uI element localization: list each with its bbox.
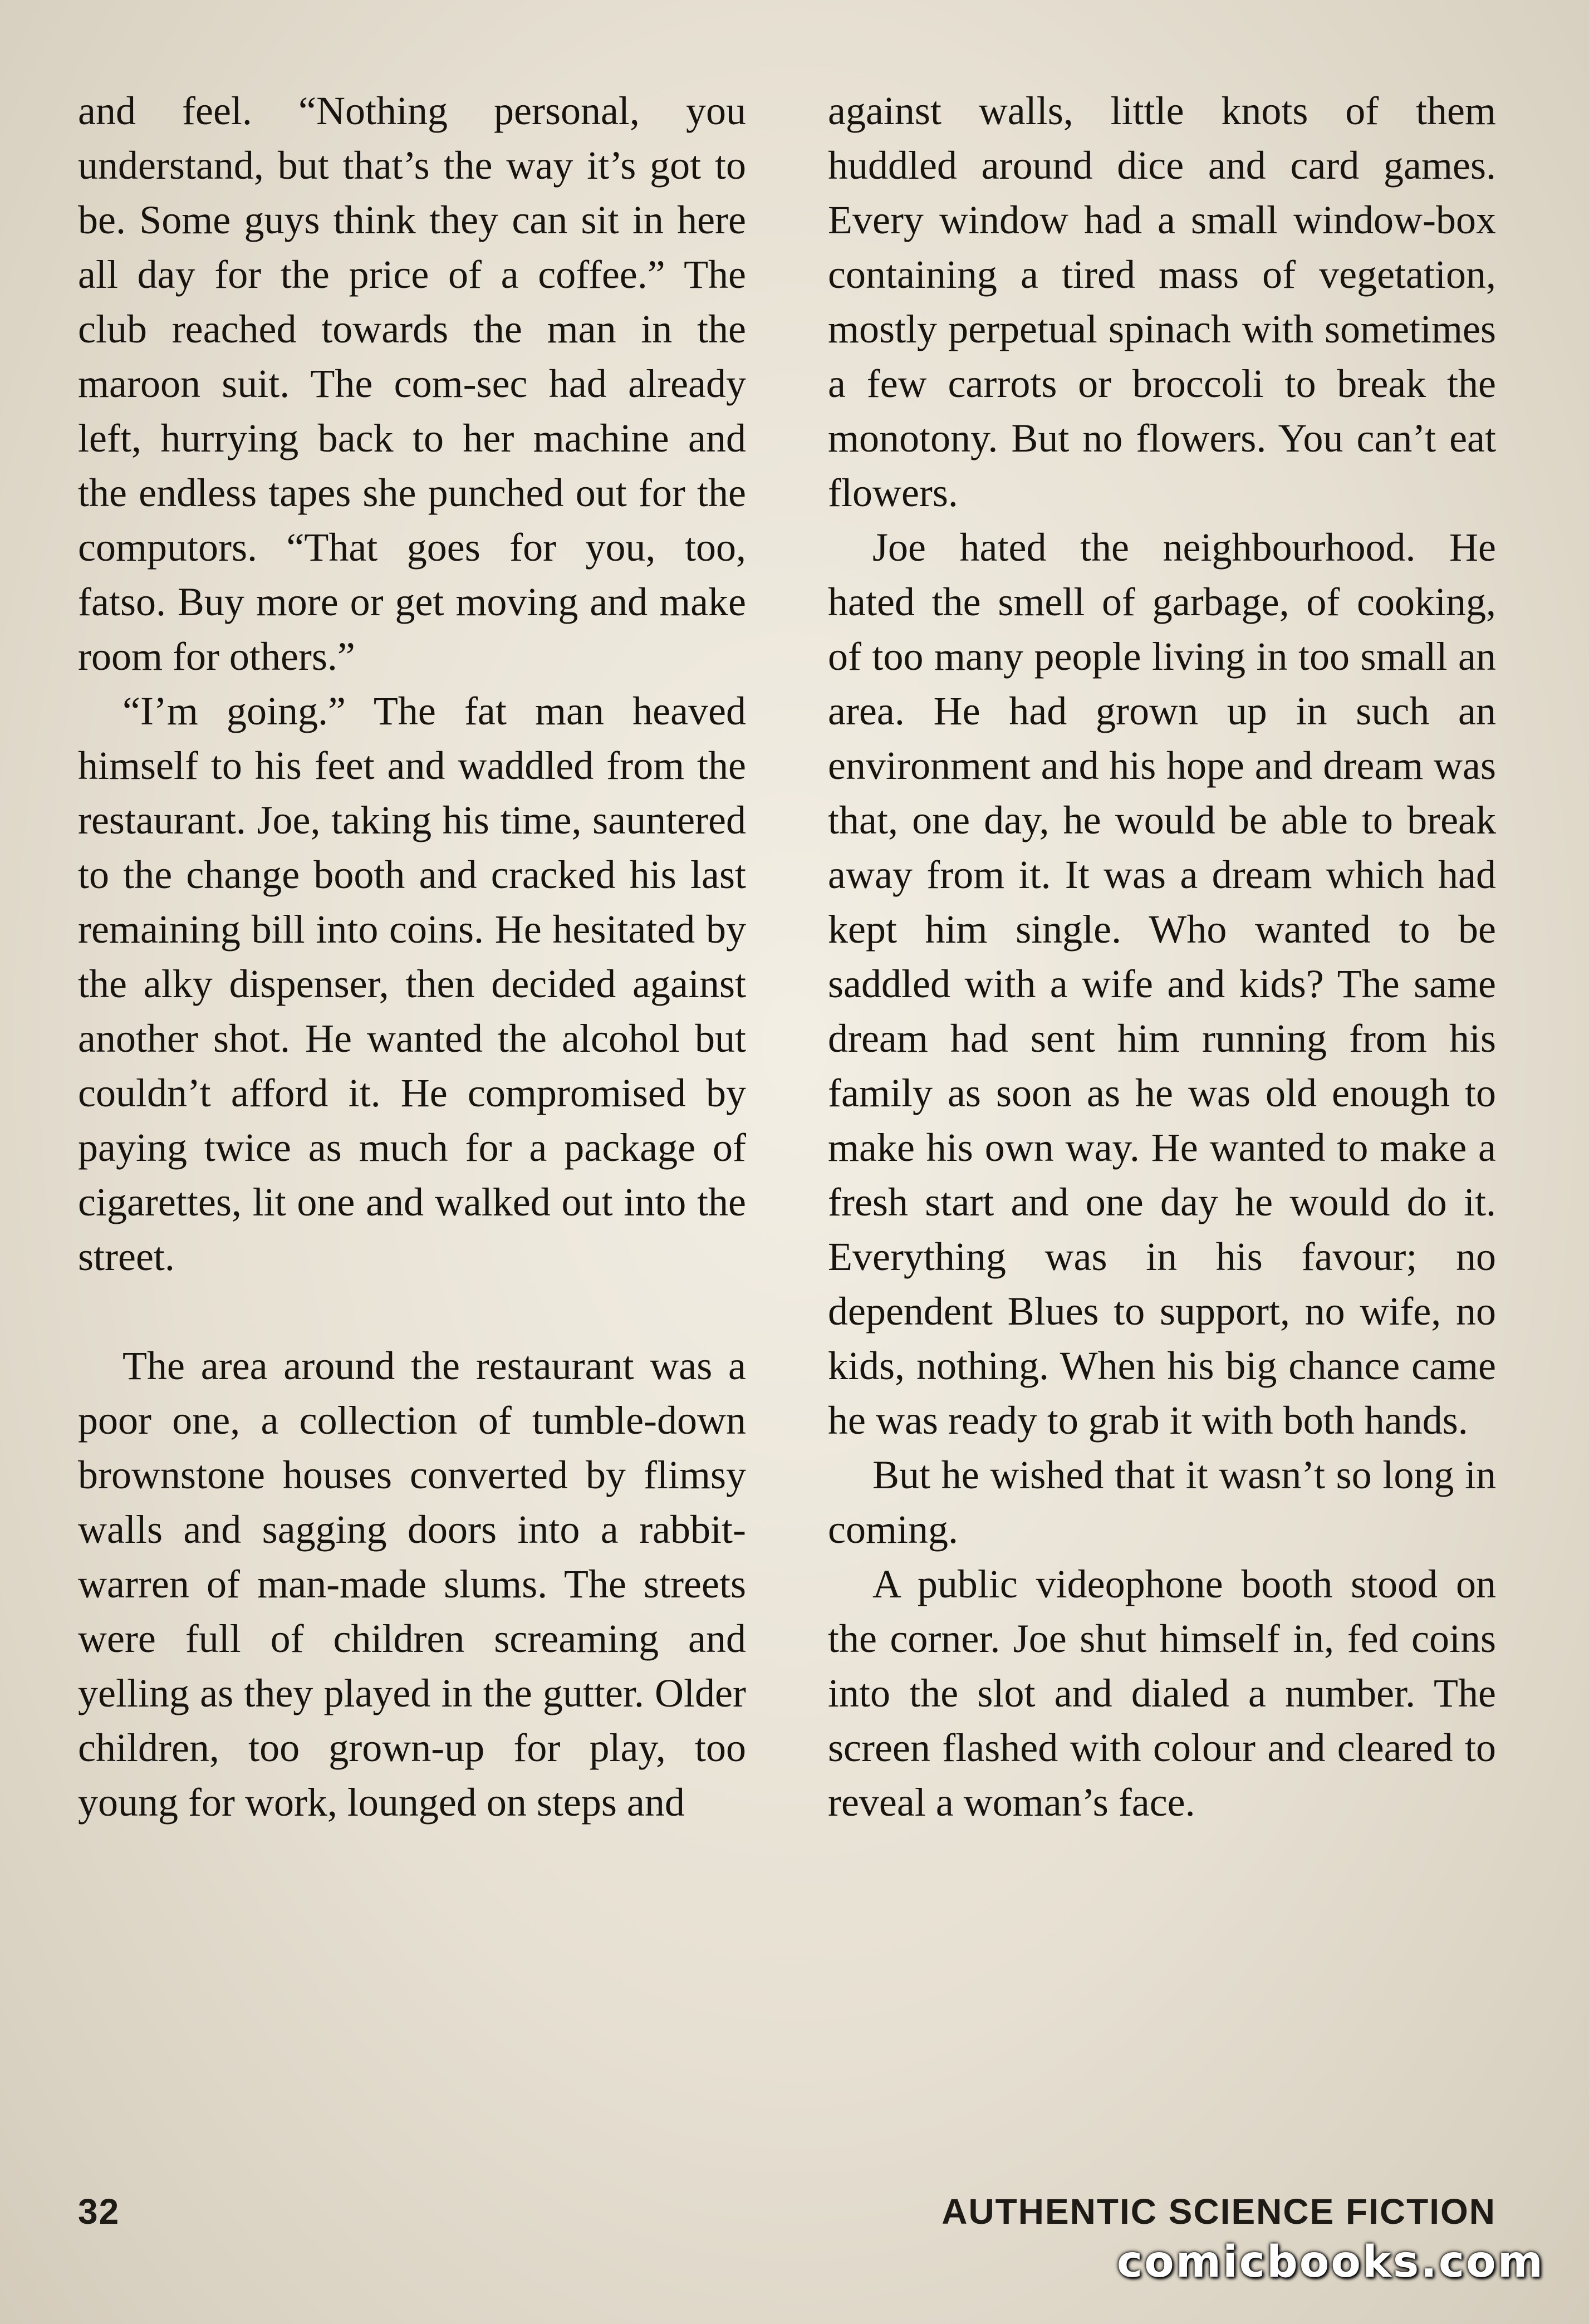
paragraph: A public videophone booth stood on the corner. Joe shut himself in, fed coins into the slot and dialed a number. The screen flashed with colour and cleared to reveal a woman’s face. [828, 1562, 1496, 1825]
paragraph: Joe hated the neighbourhood. He hated the smell of garbage, of cooking, of too many people living in too small an area. He had grown up in such an environment and his hope and dream was that, one day, he would be able to break away from it. It was a dream which had kept him single. Who wanted to be saddled with a wife and kids? The same dream had sent him running from his family as soon as he was old enough to make his own way. He wanted to make a fresh start and one day he would do it. Everything was in his favour; no dependent Blues to support, no wife, no kids, nothing. When his big chance came he was ready to grab it with both hands. [828, 525, 1496, 1443]
paragraph: and feel. “Nothing personal, you understand, but that’s the way it’s got to be. Some guys think they can sit in here all day for the price of a coffee.” The club reached towards the man in the maroon suit. The com-sec had already left, hurrying back to her machine and the endless tapes she punched out for the computors. “That goes for you, too, fatso. Buy more or get moving and make room for others.” [78, 89, 746, 679]
right-text-column [828, 84, 1496, 1830]
paragraph: “I’m going.” The fat man heaved himself to his feet and waddled from the restaurant. Joe, taking his time, sauntered to the change booth and cracked his last remaining bill into coins. He hesitated by the alky dispenser, then decided against another shot. He wanted the alcohol but couldn’t afford it. He compromised by paying twice as much for a package of cigarettes, lit one and walked out into the street. [78, 689, 746, 1279]
page-number: 32 [78, 2191, 120, 2232]
paragraph: The area around the restaurant was a poor one, a collection of tumble-down brownstone houses converted by flimsy walls and sagging doors into a rabbit-warren of man-made slums. The streets were full of children screaming and yelling as they played in the gutter. Older children, too grown-up for play, too young for work, lounged on steps and [78, 1344, 746, 1825]
paragraph: against walls, little knots of them huddled around dice and card games. Every window had a small window-box containing a tired mass of vegetation, mostly perpetual spinach with sometimes a few carrots or broccoli to break the monotony. But no flowers. You can’t eat flowers. [828, 89, 1496, 515]
paragraph: But he wished that it wasn’t so long in coming. [828, 1453, 1496, 1552]
watermark: comicbooks.com [1116, 2237, 1544, 2287]
running-title: AUTHENTIC SCIENCE FICTION [941, 2191, 1496, 2232]
left-text-column [78, 84, 746, 1830]
